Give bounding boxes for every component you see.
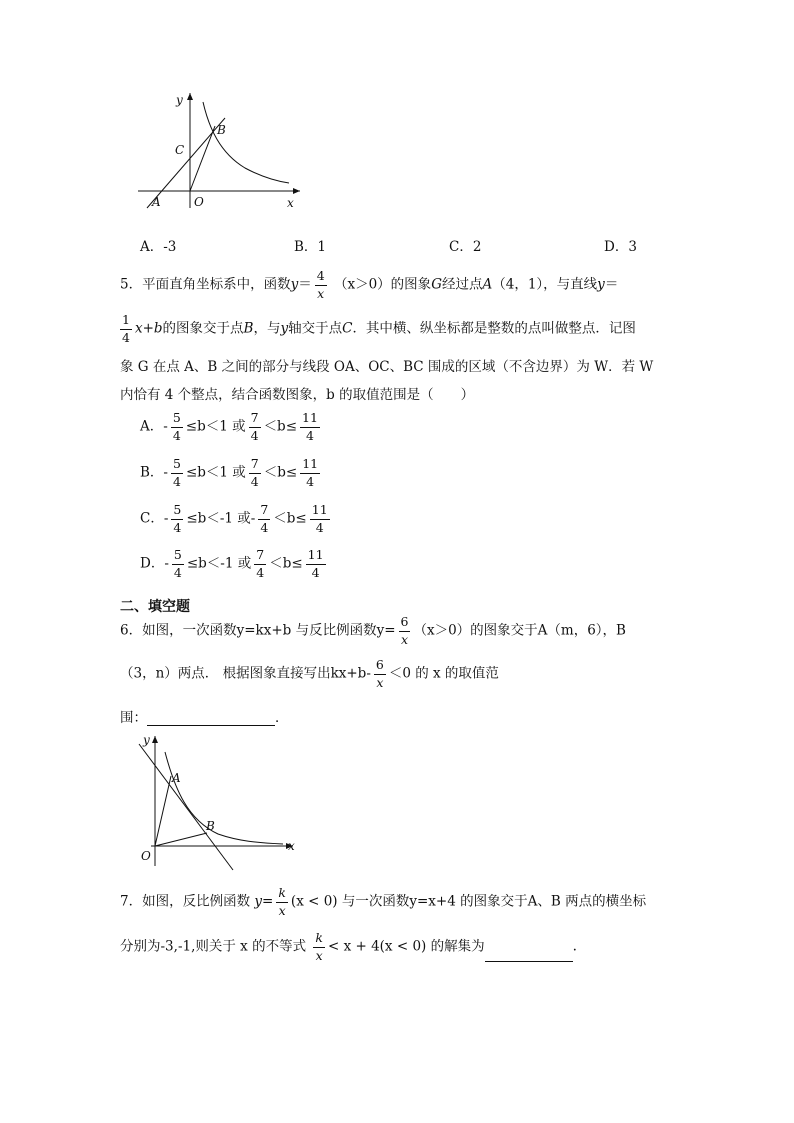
label-B: B: [206, 819, 215, 833]
denominator: 4: [172, 427, 181, 443]
hyperbola-curve: [203, 102, 289, 183]
text: ＝: [298, 276, 312, 293]
numerator: 7: [254, 549, 266, 565]
label-y: y: [143, 733, 150, 747]
figure-q4-graph: [135, 88, 305, 213]
fraction-1-over-4: [120, 314, 132, 344]
denominator: 4: [122, 329, 130, 345]
label-O: O: [141, 849, 151, 863]
text: =: [262, 893, 274, 910]
text: ＜b≤: [263, 464, 298, 481]
var-y: y: [290, 276, 299, 293]
text: ＝: [604, 276, 619, 293]
q6-line-1: [120, 616, 626, 646]
q7-line-2: [120, 932, 577, 962]
text: （x＞0）的图象交于A（m，6），B: [413, 622, 626, 639]
q7-line-1: [120, 887, 646, 917]
label-O: O: [194, 195, 204, 209]
q5-line-1: [120, 270, 618, 300]
label-C: C: [175, 143, 185, 157]
text: ≤b＜1 或: [185, 418, 246, 435]
fraction-k-over-x: [313, 932, 325, 962]
denominator: 4: [172, 473, 181, 489]
label-B: B: [217, 123, 226, 137]
numerator: k: [276, 887, 288, 903]
numerator: 1: [120, 314, 132, 330]
text: 的图象交于点: [162, 320, 244, 337]
var-B: B: [243, 320, 254, 337]
denominator: x: [376, 674, 384, 690]
text: 轴交于点: [288, 320, 343, 337]
text: ≤b＜-1 或-: [186, 510, 256, 527]
text: 的解集为: [430, 938, 485, 955]
denominator: 4: [173, 519, 182, 535]
fraction: [300, 412, 320, 442]
y-axis-arrow-icon: [187, 93, 193, 100]
label-A: A: [152, 195, 161, 209]
text: （3，n）两点． 根据图象直接写出kx+b-: [120, 665, 371, 682]
segment-OA: [155, 776, 171, 846]
numerator: 11: [300, 458, 320, 474]
numerator: 7: [258, 504, 270, 520]
q4-option-a[interactable]: [140, 235, 176, 255]
label-y: y: [176, 93, 183, 107]
label-x: x: [288, 839, 295, 853]
answer-blank[interactable]: [147, 711, 275, 726]
q5-line-4: 内恰有 4 个整点，结合函数图象，b 的取值范围是（ ）: [120, 387, 475, 403]
q5-option-a[interactable]: [140, 412, 323, 442]
text: (x < 0): [290, 893, 338, 910]
numerator: 5: [172, 549, 184, 565]
fraction: [171, 412, 183, 442]
segment-OB: [155, 833, 207, 846]
denominator: 4: [250, 473, 259, 489]
option-letter: B．: [294, 239, 318, 255]
numerator: 5: [171, 412, 183, 428]
fraction: [310, 504, 330, 534]
denominator: 4: [306, 427, 314, 443]
q4-option-c[interactable]: [449, 235, 481, 255]
text: ＜0 的 x 的取值范: [388, 665, 499, 682]
var-y: y: [280, 320, 289, 337]
text: 经过点: [441, 276, 483, 293]
fraction: [258, 504, 270, 534]
text: 与一次函数y=x+4 的图象交于A、B 两点的横坐标: [341, 893, 647, 910]
denominator: x: [315, 947, 323, 963]
option-letter: A．-: [140, 418, 168, 435]
text: （4，1），与直线: [492, 276, 598, 293]
text: ＜b≤: [263, 418, 298, 435]
segment-OB: [190, 126, 215, 191]
denominator: 4: [306, 473, 315, 489]
q6-line-2: [120, 659, 499, 689]
option-value: 2: [472, 239, 482, 255]
fraction-6-over-x: [374, 659, 386, 689]
text: 7．如图，反比例函数: [120, 893, 251, 910]
option-value: 3: [628, 239, 637, 255]
option-letter: D．: [604, 239, 629, 255]
hyperbola-curve: [165, 752, 283, 844]
denominator: x: [400, 631, 409, 647]
text: 6．如图，一次函数y=kx+b 与反比例函数y=: [120, 622, 396, 639]
option-letter: C．-: [140, 510, 169, 527]
q5-option-d[interactable]: [140, 549, 329, 579]
answer-blank[interactable]: [485, 947, 573, 962]
numerator: 11: [306, 549, 326, 565]
text: ≤b＜1 或: [185, 464, 246, 481]
option-letter: B．-: [140, 464, 168, 481]
var-G: G: [431, 276, 442, 293]
var-y: y: [597, 276, 605, 293]
fraction: [171, 504, 183, 534]
option-value: -3: [163, 239, 177, 255]
fraction: [172, 549, 184, 579]
text: （x＞0）的图象: [333, 276, 432, 293]
option-letter: A．: [140, 239, 164, 255]
numerator: 7: [249, 458, 261, 474]
text: ，与: [253, 320, 281, 337]
label-x: x: [287, 196, 294, 210]
denominator: x: [317, 285, 325, 301]
var-C: C: [342, 320, 353, 337]
denominator: 4: [173, 564, 182, 580]
numerator: 5: [171, 504, 183, 520]
denominator: x: [278, 902, 286, 918]
q5-line-3: 象 G 在点 A、B 之间的部分与线段 OA、OC、BC 围成的区域（不含边界）为 W．若 W: [120, 359, 654, 375]
label-A: A: [172, 771, 181, 785]
fraction: [249, 458, 261, 488]
y-axis-arrow-icon: [152, 736, 158, 743]
numerator: 5: [171, 458, 183, 474]
numerator: 7: [249, 412, 261, 428]
numerator: 6: [374, 659, 386, 675]
numerator: 11: [300, 412, 320, 428]
numerator: 4: [315, 270, 327, 286]
fraction: [300, 458, 320, 488]
denominator: 4: [260, 519, 269, 535]
text: 围：: [120, 710, 147, 726]
expr-xb: x+b: [134, 320, 163, 337]
q4-option-d[interactable]: [604, 235, 637, 255]
section-heading-fill-in: 二、填空题: [120, 599, 190, 615]
text: ＜b≤: [269, 555, 303, 572]
q6-line-3: [120, 706, 289, 726]
line-kx-plus-b: [139, 744, 233, 870]
denominator: 4: [315, 519, 324, 535]
text: 分别为-3,-1,则关于 x 的不等式: [120, 938, 307, 955]
option-letter: C．: [449, 239, 473, 255]
text: ＜b≤: [273, 510, 307, 527]
text: ．: [275, 710, 289, 726]
fraction: [254, 549, 266, 579]
option-letter: D．-: [140, 555, 169, 572]
q5-line-2: [120, 314, 636, 344]
fraction-6-over-x: [399, 616, 411, 646]
fraction-k-over-x: [276, 887, 288, 917]
figure-q6-graph: [133, 730, 303, 875]
text: ．其中横、纵坐标都是整数的点叫做整点．记图: [352, 320, 636, 337]
q5-option-b[interactable]: [140, 458, 323, 488]
fraction-4-over-x: [315, 270, 327, 300]
numerator: 6: [399, 616, 411, 632]
text: < x + 4(x < 0): [327, 938, 427, 955]
denominator: 4: [256, 564, 265, 580]
var-A: A: [482, 276, 493, 293]
x-axis-arrow-icon: [293, 188, 300, 194]
numerator: 11: [310, 504, 330, 520]
fraction: [249, 412, 261, 442]
numerator: k: [313, 932, 325, 948]
text: .: [572, 938, 577, 955]
text: ≤b＜-1 或: [186, 555, 252, 572]
q5-option-c[interactable]: [140, 504, 333, 534]
text: 5．平面直角坐标系中，函数: [120, 276, 291, 293]
denominator: 4: [250, 427, 259, 443]
var-y: y: [254, 893, 263, 910]
q4-option-b[interactable]: [294, 235, 326, 255]
option-value: 1: [317, 239, 327, 255]
denominator: 4: [311, 564, 320, 580]
fraction: [306, 549, 326, 579]
fraction: [171, 458, 183, 488]
